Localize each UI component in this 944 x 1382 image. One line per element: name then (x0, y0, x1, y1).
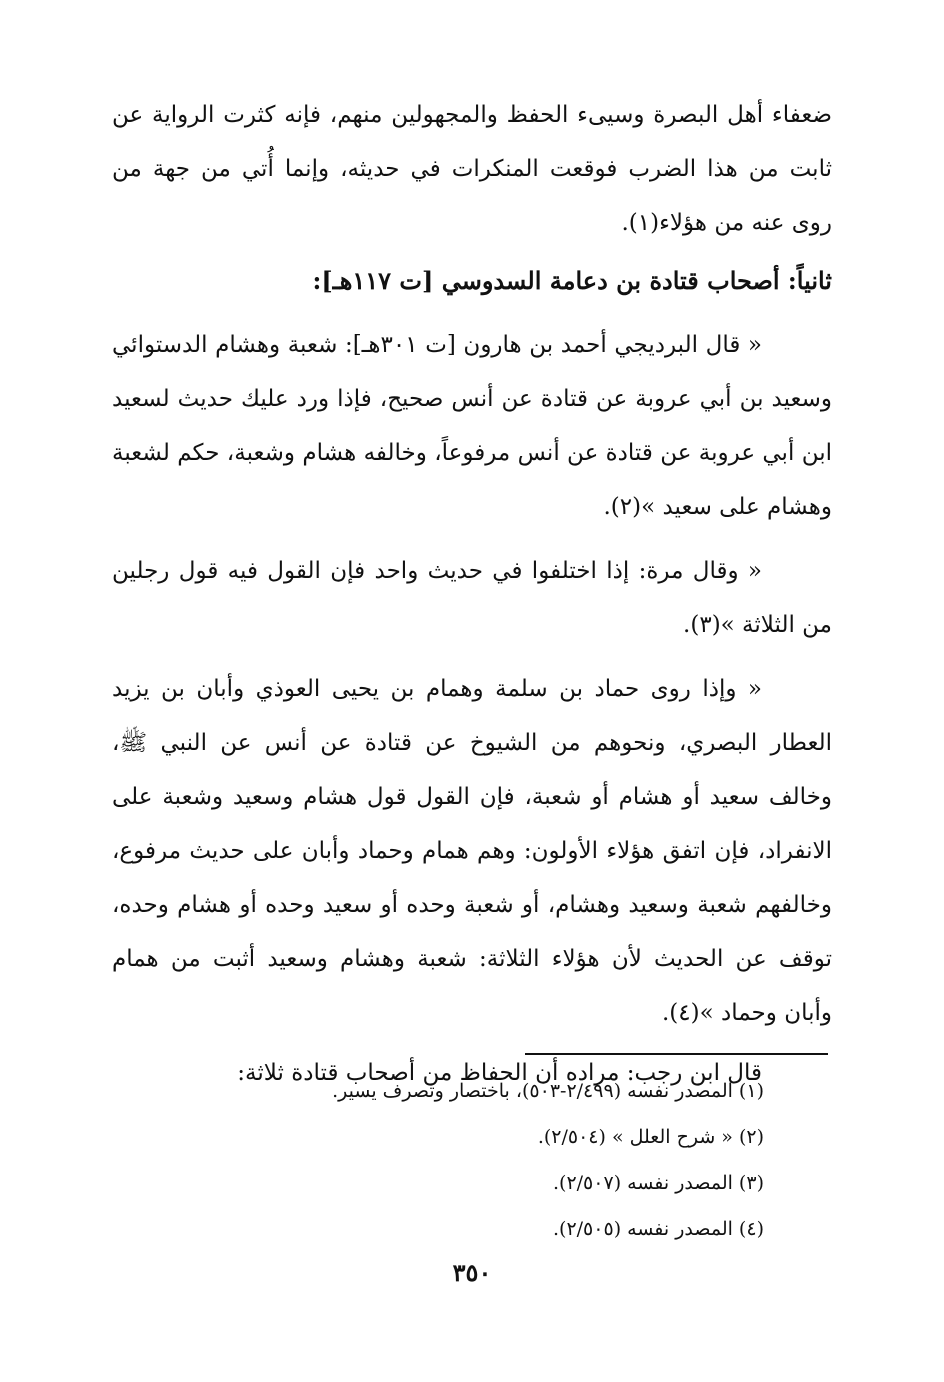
paragraph-second-quote: « وقال مرة: إذا اختلفوا في حديث واحد فإن القول فيه قول رجلين من الثلاثة »(٣). (112, 558, 832, 638)
paragraph-bardiji-quote: « قال البرديجي أحمد بن هارون [ت ٣٠١هـ]: شعبة وهشام الدستوائي وسعيد بن أبي عروبة عن قتادة عن أنس صحيح، فإذا ورد عليك حديث لسعيد ابن أبي عروبة عن قتادة عن أنس مرفوعاً، وخالفه هشام وشعبة، حكم لشعبة وهشام على سعيد »(٢). (112, 332, 832, 520)
footnote-2: (٢) « شرح العلل » (٢/٥٠٤). (537, 1126, 764, 1148)
footnote-4: (٤) المصدر نفسه (٢/٥٠٥). (553, 1218, 764, 1240)
main-text (112, 88, 832, 1100)
footnote-3: (٣) المصدر نفسه (٢/٥٠٧). (553, 1172, 764, 1194)
paragraph-continuation: ضعفاء أهل البصرة وسيىء الحفظ والمجهولين منهم، فإنه كثرت الرواية عن ثابت من هذا الضرب فوقعت المنكرات في حديثه، وإنما أُتي من جهة من روى عنه من هؤلاء(١). (112, 102, 832, 236)
footnotes (112, 1068, 764, 1252)
paragraph-ibn-rajab: قال ابن رجب: مراده أن الحفاظ من أصحاب قتادة ثلاثة: (237, 1060, 762, 1086)
section-heading: ثانياً: أصحاب قتادة بن دعامة السدوسي [ت ١١٧هـ]: (312, 266, 832, 295)
footnote-divider (525, 1053, 828, 1055)
footnote-1: (١) المصدر نفسه (٢/٤٩٩-٥٠٣)، باختصار وتصرف يسير. (332, 1080, 764, 1102)
paragraph-third-quote: « وإذا روى حماد بن سلمة وهمام بن يحيى العوذي وأبان بن يزيد العطار البصري، ونحوهم من الشيوخ عن قتادة عن أنس عن النبي ﷺ، وخالف سعيد أو هشام أو شعبة، فإن القول قول هشام وسعيد وشعبة على الانفراد، فإن اتفق هؤلاء الأولون: وهم همام وحماد وأبان على حديث مرفوع، وخالفهم شعبة وسعيد وهشام، أو شعبة وحده أو سعيد وحده أو هشام وحده، توقف عن الحديث لأن هؤلاء الثلاثة: شعبة وهشام وسعيد أثبت من همام وأبان وحماد »(٤). (112, 676, 832, 1026)
page-number: ٣٥٠ (452, 1258, 492, 1287)
